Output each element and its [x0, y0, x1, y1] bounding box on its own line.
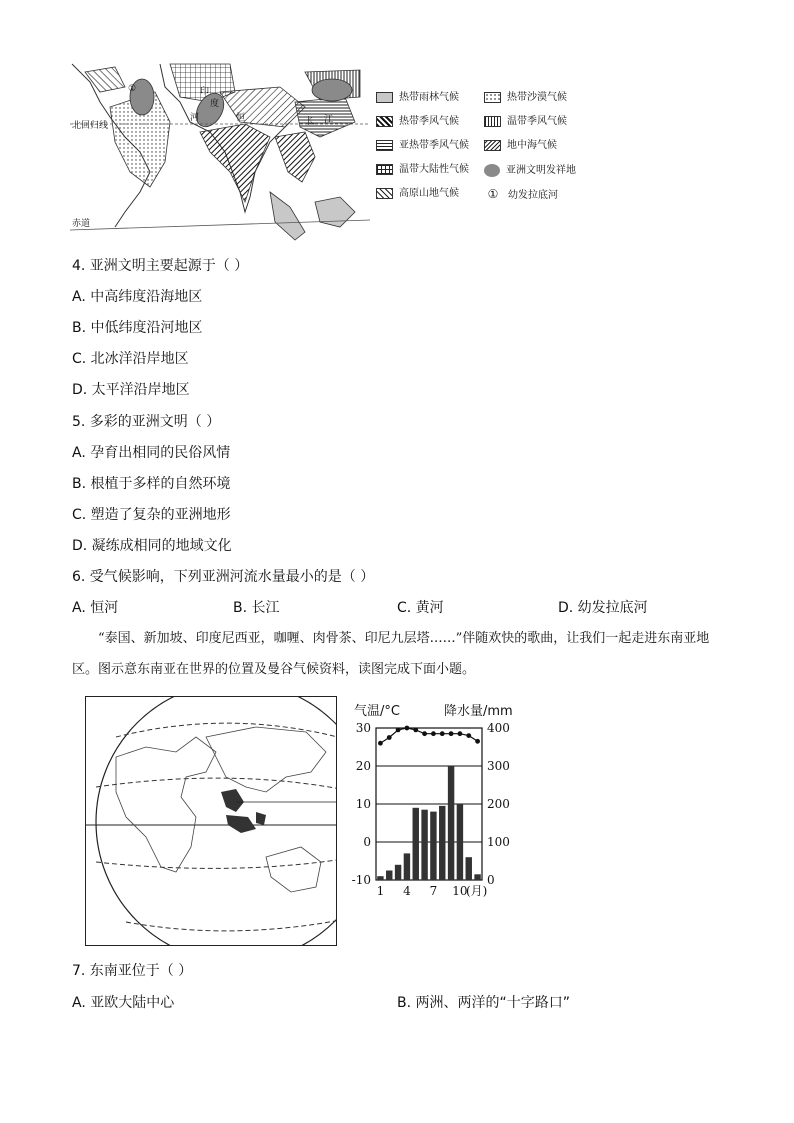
q4-option-b[interactable]: B. 中低纬度沿河地区	[72, 320, 203, 336]
temperature-line	[380, 728, 477, 743]
legend-circle-marker: ①	[487, 187, 499, 201]
legend-item: ① 幼发拉底河	[484, 188, 558, 202]
q7-option-b[interactable]: B. 两洲、两洋的“十字路口”	[397, 995, 571, 1011]
temperature-point	[387, 735, 392, 740]
month-tick-label: (月)	[466, 884, 488, 898]
bangkok-climate-chart	[348, 696, 528, 906]
precipitation-bar	[395, 865, 401, 880]
legend-gray-swatch	[376, 92, 393, 103]
precipitation-bar	[457, 804, 463, 880]
equator-label: 赤道	[72, 219, 91, 229]
temperature-point	[396, 728, 401, 733]
legend-horizontal-swatch	[376, 140, 393, 151]
legend-item: 亚洲文明发祥地	[484, 164, 576, 177]
legend-backdiag-swatch	[484, 140, 501, 151]
precipitation-bar	[413, 808, 419, 880]
month-tick-label: 10	[452, 884, 468, 898]
precipitation-tick-label: 400	[487, 721, 510, 735]
q6-option-a[interactable]: A. 恒河	[72, 600, 119, 616]
legend-item: 高原山地气候	[376, 188, 459, 200]
river-label: 河	[190, 113, 200, 123]
precipitation-bar	[466, 857, 472, 880]
q5-option-b[interactable]: B. 根植于多样的自然环境	[72, 476, 231, 492]
q6-option-b[interactable]: B. 长江	[233, 600, 280, 616]
legend-item: 温带季风气候	[484, 116, 567, 128]
month-tick-label: 4	[403, 884, 411, 898]
temperature-point	[413, 728, 418, 733]
precipitation-bar	[474, 874, 480, 880]
precipitation-axis-title: 降水量/mm	[444, 704, 513, 719]
legend-item: 热带沙漠气候	[484, 92, 567, 104]
temperature-point	[378, 741, 383, 746]
precipitation-tick-label: 100	[487, 835, 510, 849]
legend-diag-swatch	[376, 188, 393, 199]
temperature-point	[475, 739, 480, 744]
q4-option-c[interactable]: C. 北冰洋沿岸地区	[72, 351, 189, 367]
temperature-tick-label: 20	[355, 759, 371, 773]
changjiang-label: 长	[306, 117, 316, 127]
legend-grid-swatch	[376, 164, 393, 175]
precipitation-bar	[386, 871, 392, 881]
q7-option-a[interactable]: A. 亚欧大陆中心	[72, 995, 175, 1011]
temperature-tick-label: 0	[363, 835, 371, 849]
legend-item: 地中海气候	[484, 140, 557, 152]
tropic-label: 北回归线	[72, 121, 109, 131]
ganges-label: 恒	[236, 113, 246, 123]
q7-stem: 7. 东南亚位于（ ）	[72, 963, 193, 979]
map-legend	[376, 92, 616, 212]
q6-option-c[interactable]: C. 黄河	[397, 600, 444, 616]
q5-option-d[interactable]: D. 凝练成相同的地域文化	[72, 538, 232, 554]
legend-item: 温带大陆性气候	[376, 164, 469, 176]
month-tick-label: 1	[376, 884, 385, 898]
precipitation-tick-label: 0	[487, 873, 495, 887]
precipitation-bar	[421, 810, 427, 880]
q5-stem: 5. 多彩的亚洲文明（ ）	[72, 414, 221, 430]
precipitation-bar	[448, 766, 454, 880]
legend-blob-swatch	[484, 164, 500, 177]
india-label: 度	[210, 99, 220, 109]
q4-option-d[interactable]: D. 太平洋沿岸地区	[72, 382, 190, 398]
globe-drawing	[86, 697, 336, 945]
temperature-tick-label: -10	[351, 873, 371, 887]
euphrates-marker: ①	[128, 84, 137, 94]
legend-dots-swatch	[484, 92, 501, 103]
legend-vertical-swatch	[484, 116, 501, 127]
indus-label: 印	[200, 87, 210, 97]
southeast-asia-globe-map	[85, 696, 337, 946]
climate-chart-svg	[348, 696, 528, 906]
precipitation-bar	[430, 812, 436, 880]
intro-paragraph: “泰国、新加坡、印度尼西亚，咖喱、肉骨茶、印尼九层塔……”伴随欢快的歌曲，让我们一起走进东南亚地区。图示意东南亚在世界的位置及曼谷气候资料，读图完成下面小题。	[72, 631, 710, 677]
temperature-point	[422, 731, 427, 736]
precipitation-tick-label: 200	[487, 797, 510, 811]
temperature-point	[466, 733, 471, 738]
precipitation-bar	[439, 806, 445, 880]
q4-option-a[interactable]: A. 中高纬度沿海地区	[72, 289, 203, 305]
month-tick-label: 7	[429, 884, 438, 898]
q6-stem: 6. 受气候影响，下列亚洲河流水量最小的是（ ）	[72, 569, 375, 585]
temperature-point	[431, 731, 436, 736]
temperature-tick-label: 10	[355, 797, 371, 811]
temperature-point	[449, 731, 454, 736]
q5-option-c[interactable]: C. 塑造了复杂的亚洲地形	[72, 507, 231, 523]
temperature-point	[458, 731, 463, 736]
temperature-point	[405, 726, 410, 731]
q4-stem: 4. 亚洲文明主要起源于（ ）	[72, 258, 249, 274]
q5-option-a[interactable]: A. 孕育出相同的民俗风情	[72, 445, 231, 461]
temperature-axis-title: 气温/°C	[354, 704, 400, 719]
jiang-label: 江	[324, 115, 334, 125]
precipitation-bar	[377, 876, 383, 880]
temperature-tick-label: 30	[355, 721, 371, 735]
asia-climate-map	[70, 62, 370, 248]
legend-item: 热带雨林气候	[376, 92, 459, 104]
precipitation-bar	[404, 853, 410, 880]
precipitation-tick-label: 300	[487, 759, 510, 773]
legend-diag-dense-swatch	[376, 116, 393, 127]
q6-option-d[interactable]: D. 幼发拉底河	[558, 600, 648, 616]
legend-item: 亚热带季风气候	[376, 140, 469, 152]
legend-item: 热带季风气候	[376, 116, 459, 128]
temperature-point	[440, 731, 445, 736]
asia-map-drawing	[70, 62, 370, 248]
